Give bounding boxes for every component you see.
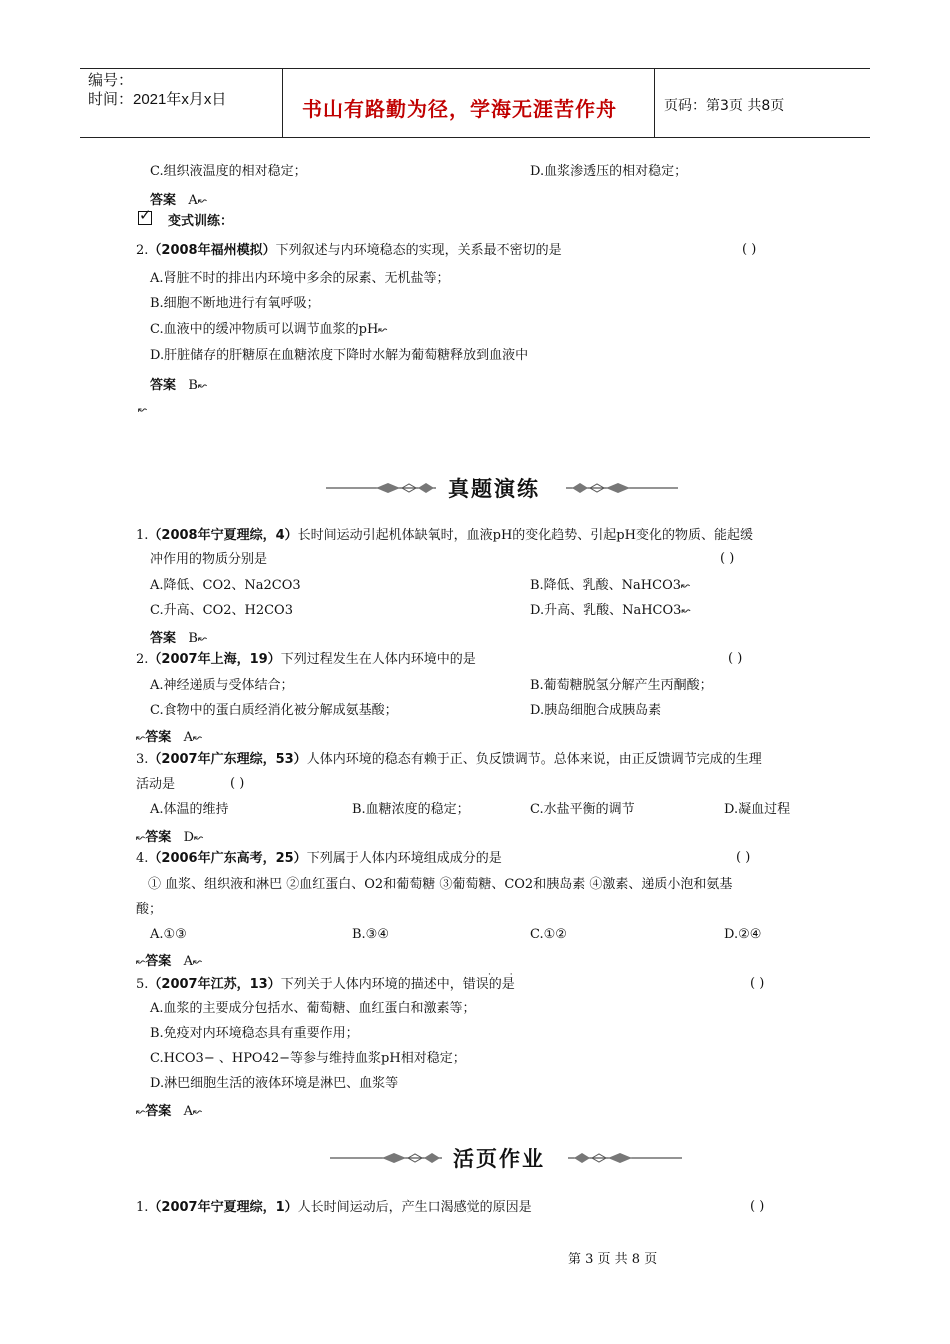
question-number: 4. bbox=[136, 851, 149, 866]
question-source: （2007年宁夏理综，1） bbox=[148, 1200, 298, 1215]
option-d: D.肝脏储存的肝糖原在血糖浓度下降时水解为葡萄糖释放到血液中 bbox=[150, 348, 529, 363]
option-c bbox=[150, 321, 388, 339]
question-line bbox=[136, 751, 762, 769]
checkbox-icon: ✓ bbox=[139, 206, 152, 224]
question-line bbox=[136, 976, 515, 994]
leaf-icon: ↜ bbox=[136, 731, 146, 744]
question-text: 下列关于人体内环境的描述中，错误的是 bbox=[280, 977, 515, 992]
question-text: 下列叙述与内环境稳态的实现，关系最不密切的是 bbox=[275, 243, 562, 258]
leaf-icon: ↜ bbox=[136, 1105, 146, 1118]
answer-line bbox=[136, 1100, 202, 1119]
header-divider bbox=[282, 69, 283, 137]
answer-label: 答案 bbox=[145, 730, 172, 745]
variant-label: 变式训练： bbox=[168, 214, 234, 229]
question-items: ① 血浆、组织液和淋巴 ②血红蛋白、O2和葡萄糖 ③葡萄糖、CO2和胰岛素 ④激素、递质小泡和氨基 bbox=[148, 877, 733, 892]
question-source: （2008年福州模拟） bbox=[148, 243, 276, 258]
section-title: 活页作业 bbox=[453, 1147, 545, 1171]
header-motto: 书山有路勤为径，学海无涯苦作舟 bbox=[302, 97, 617, 121]
question-text: 人长时间运动后，产生口渴感觉的原因是 bbox=[297, 1200, 532, 1215]
option-text: D.升高、乳酸、NaHCO3 bbox=[530, 603, 682, 618]
leaf-icon: ↜ bbox=[681, 579, 691, 592]
answer-value: A bbox=[188, 193, 198, 208]
answer-label: 答案 bbox=[150, 378, 177, 393]
leaf-icon: ↜ bbox=[193, 731, 203, 744]
answer-paren: ( ) bbox=[728, 651, 743, 666]
answer-label: 答案 bbox=[145, 1104, 172, 1119]
option-a: A.降低、CO2、Na2CO3 bbox=[150, 578, 301, 593]
option-b: B.免疫对内环境稳态具有重要作用； bbox=[150, 1026, 359, 1041]
leaf-icon: ↜ bbox=[197, 632, 208, 645]
question-line bbox=[136, 850, 502, 868]
answer-label: 答案 bbox=[150, 193, 177, 208]
option-a: A.神经递质与受体结合； bbox=[150, 678, 294, 693]
time-label: 时间：2021年x月x日 bbox=[88, 91, 227, 108]
question-text: 下列过程发生在人体内环境中的是 bbox=[280, 652, 476, 667]
answer-label: 答案 bbox=[145, 954, 172, 969]
leaf-icon: ↜ bbox=[197, 379, 208, 392]
question-line bbox=[136, 1199, 532, 1217]
option-c: C.组织液温度的相对稳定； bbox=[150, 164, 307, 179]
answer-line bbox=[136, 726, 202, 745]
answer-label: 答案 bbox=[150, 631, 177, 646]
question-source: （2007年广东理综，53） bbox=[148, 752, 307, 767]
leaf-icon: ↜ bbox=[138, 403, 148, 416]
page-footer: 第 3 页 共 8 页 bbox=[568, 1252, 658, 1267]
question-number: 3. bbox=[136, 752, 149, 767]
header-divider bbox=[654, 69, 655, 137]
option-a: A.①③ bbox=[150, 927, 187, 942]
option-d: D.血浆渗透压的相对稳定； bbox=[530, 164, 688, 179]
option-c: C.①② bbox=[530, 927, 567, 942]
question-source: （2006年广东高考，25） bbox=[148, 851, 307, 866]
leaf-icon: ↜ bbox=[136, 955, 146, 968]
question-number: 5. bbox=[136, 977, 149, 992]
question-number: 1. bbox=[136, 528, 149, 543]
option-c: C.升高、CO2、H2CO3 bbox=[150, 603, 293, 618]
question-source: （2007年上海，19） bbox=[148, 652, 281, 667]
answer-line bbox=[150, 627, 207, 646]
option-a: A.肾脏不时的排出内环境中多余的尿素、无机盐等； bbox=[150, 271, 450, 286]
option-a: A.体温的维持 bbox=[150, 802, 229, 817]
leaf-icon: ↜ bbox=[197, 194, 208, 207]
leaf-icon: ↜ bbox=[681, 604, 691, 617]
question-text: 活动是 bbox=[136, 777, 176, 792]
answer-value: A bbox=[183, 730, 194, 745]
question-text: 长时间运动引起机体缺氧时，血液pH的变化趋势、引起pH变化的物质、能起缓 bbox=[297, 528, 753, 543]
question-source: （2007年江苏，13） bbox=[148, 977, 281, 992]
answer-line bbox=[136, 826, 203, 845]
question-items: 酸； bbox=[136, 902, 163, 917]
leaf-icon: ↜ bbox=[378, 323, 388, 336]
answer-line bbox=[150, 374, 207, 393]
option-b: B.葡萄糖脱氢分解产生丙酮酸； bbox=[530, 678, 713, 693]
option-d: D.淋巴细胞生活的液体环境是淋巴、血浆等 bbox=[150, 1076, 399, 1091]
leaf-icon: ↜ bbox=[136, 831, 146, 844]
question-number: 2. bbox=[136, 243, 149, 258]
option-text: B.降低、乳酸、NaHCO3 bbox=[530, 578, 682, 593]
question-text: 下列属于人体内环境组成成分的是 bbox=[306, 851, 502, 866]
emphasis-dots: · · bbox=[488, 970, 521, 980]
question-source: （2008年宁夏理综，4） bbox=[148, 528, 298, 543]
leaf-icon: ↜ bbox=[194, 831, 204, 844]
answer-paren: ( ) bbox=[742, 242, 757, 257]
option-d: D.胰岛细胞合成胰岛素 bbox=[530, 703, 662, 718]
answer-value: B bbox=[188, 631, 198, 646]
option-b: B.③④ bbox=[352, 927, 389, 942]
section-title: 真题演练 bbox=[448, 477, 540, 501]
answer-value: A bbox=[183, 1104, 194, 1119]
answer-paren: ( ) bbox=[736, 850, 751, 865]
header-page-info: 页码：第3页 共8页 bbox=[664, 98, 785, 114]
answer-line bbox=[136, 950, 202, 969]
question-text: 冲作用的物质分别是 bbox=[150, 552, 268, 567]
answer-line bbox=[150, 189, 207, 208]
option-b: B.血糖浓度的稳定； bbox=[352, 802, 470, 817]
option-text: C.血液中的缓冲物质可以调节血浆的pH bbox=[150, 322, 379, 337]
question-line bbox=[136, 527, 753, 545]
answer-value: A bbox=[183, 954, 194, 969]
question-number: 1. bbox=[136, 1200, 149, 1215]
answer-paren: ( ) bbox=[230, 776, 245, 791]
question-number: 2. bbox=[136, 652, 149, 667]
question-text: 人体内环境的稳态有赖于正、负反馈调节。总体来说，由正反馈调节完成的生理 bbox=[306, 752, 762, 767]
option-b bbox=[530, 577, 690, 595]
question-line bbox=[136, 651, 476, 669]
answer-paren: ( ) bbox=[720, 551, 735, 566]
option-d: D.凝血过程 bbox=[724, 802, 791, 817]
option-d bbox=[530, 602, 691, 620]
serial-label: 编号： bbox=[88, 72, 134, 89]
option-c: C.水盐平衡的调节 bbox=[530, 802, 635, 817]
option-d: D.②④ bbox=[724, 927, 762, 942]
option-b: B.细胞不断地进行有氧呼吸； bbox=[150, 296, 320, 311]
option-c: C.HCO3− 、HPO42−等参与维持血浆pH相对稳定； bbox=[150, 1051, 466, 1066]
answer-value: D bbox=[183, 830, 195, 845]
answer-paren: ( ) bbox=[750, 1199, 765, 1214]
option-a: A.血浆的主要成分包括水、葡萄糖、血红蛋白和激素等； bbox=[150, 1001, 476, 1016]
leaf-icon: ↜ bbox=[193, 955, 203, 968]
answer-value: B bbox=[188, 378, 198, 393]
option-c: C.食物中的蛋白质经消化被分解成氨基酸； bbox=[150, 703, 398, 718]
answer-label: 答案 bbox=[145, 830, 172, 845]
leaf-icon: ↜ bbox=[193, 1105, 203, 1118]
answer-paren: ( ) bbox=[750, 976, 765, 991]
question-line bbox=[136, 242, 562, 260]
